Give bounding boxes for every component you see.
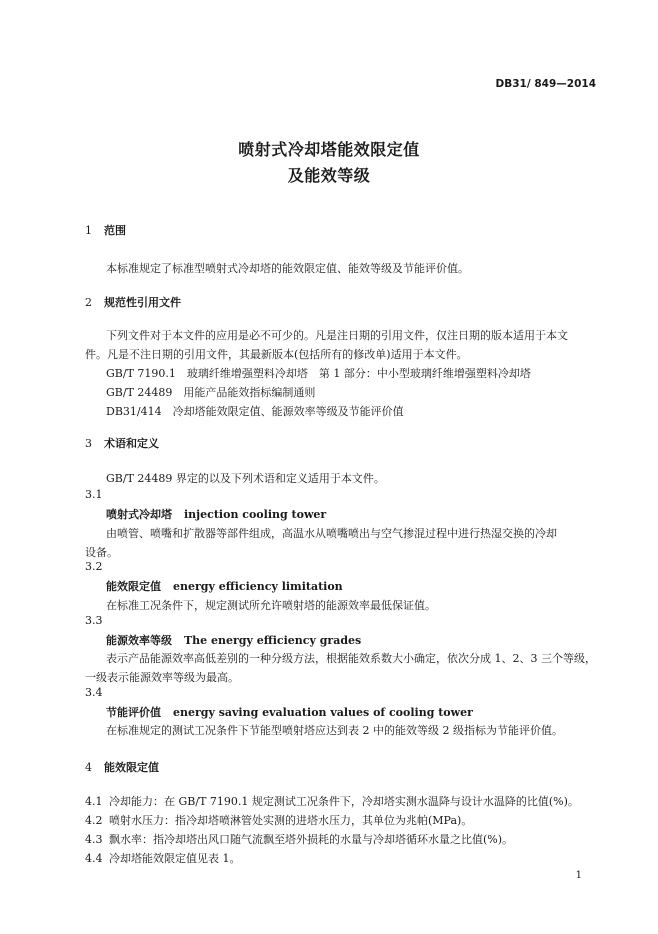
reference-item: GB/T 7190.1 玻璃纤维增强塑料冷却塔 第 1 部分：中小型玻璃纤维增强塑料冷却塔 <box>106 367 531 380</box>
term-number: 3.2 <box>85 560 103 573</box>
reference-item: DB31/414 冷却塔能效限定值、能源效率等级及节能评价值 <box>106 405 404 418</box>
term-definition: 由喷管、喷嘴和扩散器等部件组成，高温水从喷嘴喷出与空气掺混过程中进行热湿交换的冷却 <box>106 527 557 540</box>
section-number: 3 <box>85 437 92 450</box>
section-number: 1 <box>85 224 92 237</box>
term-number: 3.1 <box>85 488 103 501</box>
term-definition: 表示产品能源效率高低差别的一种分级方法，根据能效系数大小确定，依次分成 1、2、3 三个等级， <box>106 652 596 665</box>
clause-item <box>85 831 513 847</box>
term-en: energy saving evaluation values of cooling tower <box>173 706 473 719</box>
term-heading <box>106 578 343 594</box>
term-zh: 节能评价值 <box>106 706 161 719</box>
term-definition: 在标准规定的测试工况条件下节能型喷射塔应达到表 2 中的能效等级 2 级指标为节能评价值。 <box>106 724 563 737</box>
clause-text: 喷射水压力：指冷却塔喷淋管处实测的进塔水压力，其单位为兆帕(MPa)。 <box>109 814 473 827</box>
clause-number: 4.4 <box>85 852 103 865</box>
term-heading <box>106 506 326 522</box>
section-title: 规范性引用文件 <box>104 296 181 309</box>
section-4-heading <box>85 759 159 775</box>
document-title-line1: 喷射式冷却塔能效限定值 <box>238 140 420 159</box>
section-title: 术语和定义 <box>104 437 159 450</box>
term-zh: 能效限定值 <box>106 580 161 593</box>
document-title-line2: 及能效等级 <box>287 166 371 185</box>
section-1-paragraph: 本标准规定了标准型喷射式冷却塔的能效限定值、能效等级及节能评价值。 <box>106 262 469 275</box>
clause-item <box>85 793 579 809</box>
reference-item: GB/T 24489 用能产品能效指标编制通则 <box>106 386 316 399</box>
section-title: 范围 <box>104 224 126 237</box>
clause-number: 4.2 <box>85 814 103 827</box>
clause-number: 4.1 <box>85 795 103 808</box>
term-zh: 喷射式冷却塔 <box>106 508 172 521</box>
clause-text: 飘水率：指冷却塔出风口随气流飘至塔外损耗的水量与冷却塔循环水量之比值(%)。 <box>109 833 514 846</box>
term-definition: 在标准工况条件下，规定测试所允许喷射塔的能源效率最低保证值。 <box>106 599 436 612</box>
section-1-heading <box>85 222 126 238</box>
term-heading <box>106 704 473 720</box>
term-definition-cont: 一级表示能源效率等级为最高。 <box>85 671 239 684</box>
term-definition-cont: 设备。 <box>85 546 118 559</box>
clause-text: 冷却能力：在 GB/T 7190.1 规定测试工况条件下，冷却塔实测水温降与设计水温降的比值(%)。 <box>109 795 579 808</box>
term-en: injection cooling tower <box>184 508 327 521</box>
term-en: The energy efficiency grades <box>184 634 362 647</box>
section-3-heading <box>85 435 159 451</box>
section-2-paragraph-line1: 下列文件对于本文件的应用是必不可少的。凡是注日期的引用文件，仅注日期的版本适用于本文 <box>106 329 568 342</box>
term-heading <box>106 632 361 648</box>
term-zh: 能源效率等级 <box>106 634 172 647</box>
section-title: 能效限定值 <box>104 761 159 774</box>
clause-item <box>85 850 241 866</box>
section-number: 4 <box>85 761 92 774</box>
section-3-paragraph: GB/T 24489 界定的以及下列术语和定义适用于本文件。 <box>106 472 385 485</box>
section-2-heading <box>85 294 181 310</box>
term-number: 3.3 <box>85 614 103 627</box>
clause-item <box>85 812 472 828</box>
section-number: 2 <box>85 296 92 309</box>
clause-number: 4.3 <box>85 833 103 846</box>
term-number: 3.4 <box>85 686 103 699</box>
page-number: 1 <box>575 870 582 881</box>
document-number: DB31/ 849—2014 <box>495 78 596 90</box>
term-en: energy efficiency limitation <box>173 580 343 593</box>
section-2-paragraph-line2: 件。凡是不注日期的引用文件，其最新版本(包括所有的修改单)适用于本文件。 <box>85 348 468 361</box>
clause-text: 冷却塔能效限定值见表 1。 <box>109 852 241 865</box>
